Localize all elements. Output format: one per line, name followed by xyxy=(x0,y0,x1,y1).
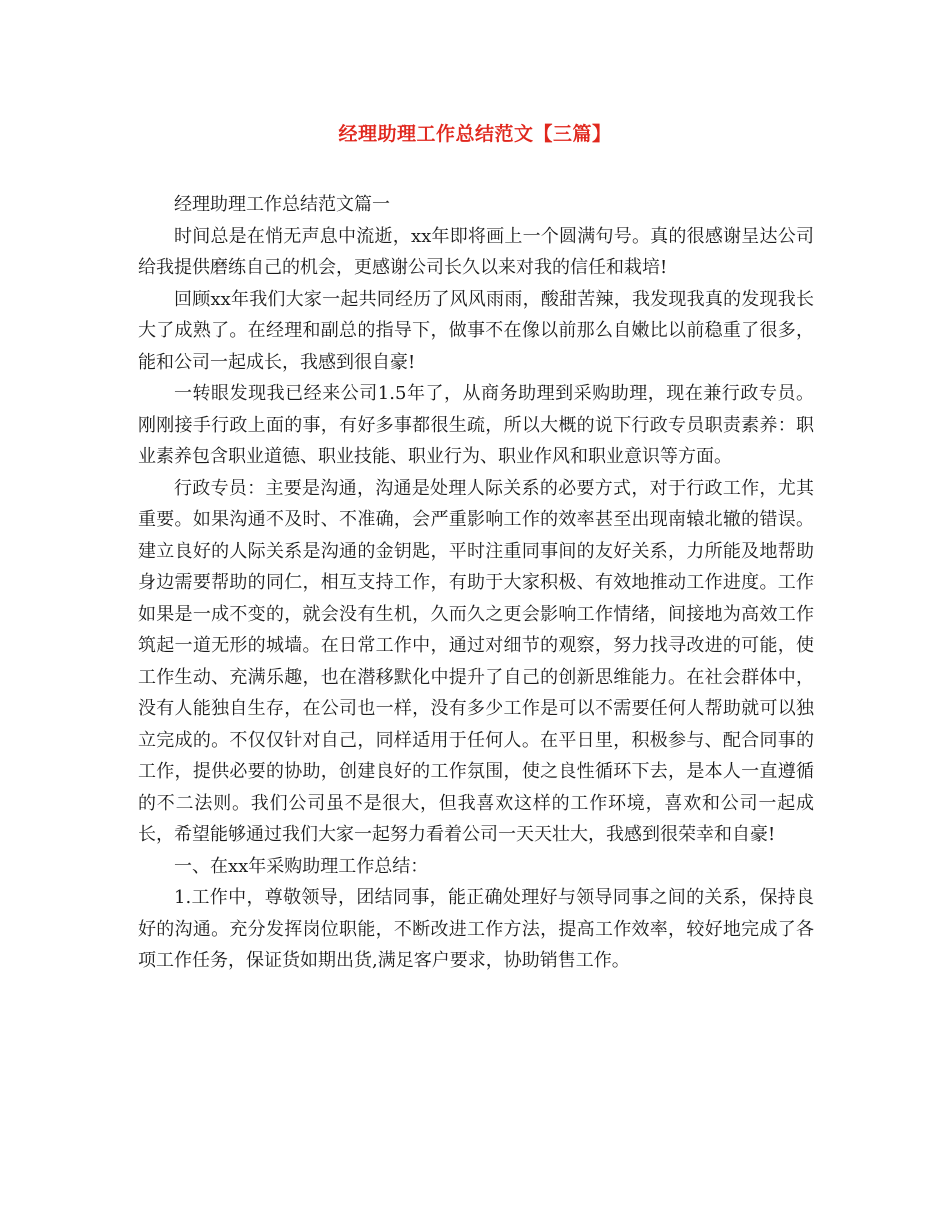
paragraph: 回顾xx年我们大家一起共同经历了风风雨雨，酸甜苦辣，我发现我真的发现我长大了成熟了。在经理和副总的指导下，做事不在像以前那么自嫩比以前稳重了很多，能和公司一起成长，我感到很自豪! xyxy=(138,288,814,373)
section-heading: 经理助理工作总结范文篇一 xyxy=(174,194,390,215)
paragraph: 一转眼发现我已经来公司1.5年了，从商务助理到采购助理，现在兼行政专员。刚刚接手行政上面的事，有好多事都很生疏，所以大概的说下行政专员职责素养：职业素养包含职业道德、职业技能、职业行为、职业作风和职业意识等方面。 xyxy=(138,383,814,467)
document-title: 经理助理工作总结范文【三篇】 xyxy=(338,123,612,145)
document-body xyxy=(138,189,814,977)
paragraph: 1.工作中，尊敬领导，团结同事，能正确处理好与领导同事之间的关系，保持良好的沟通。充分发挥岗位职能，不断改进工作方法，提高工作效率，较好地完成了各项工作任务，保证货如期出货,满足客户要求，协助销售工作。 xyxy=(138,887,814,971)
paragraph: 时间总是在悄无声息中流逝，xx年即将画上一个圆满句号。真的很感谢呈达公司给我提供磨练自己的机会，更感谢公司长久以来对我的信任和栽培! xyxy=(138,225,814,278)
paragraph: 行政专员：主要是沟通，沟通是处理人际关系的必要方式，对于行政工作，尤其重要。如果沟通不及时、不准确，会严重影响工作的效率甚至出现南辕北辙的错误。建立良好的人际关系是沟通的金钥匙，平时注重同事间的友好关系，力所能及地帮助身边需要帮助的同仁，相互支持工作，有助于大家积极、有效地推动工作进度。工作如果是一成不变的，就会没有生机，久而久之更会影响工作情绪，间接地为高效工作筑起一道无形的城墙。在日常工作中，通过对细节的观察，努力找寻改进的可能，使工作生动、充满乐趣，也在潜移默化中提升了自己的创新思维能力。在社会群体中，没有人能独自生存，在公司也一样，没有多少工作是可以不需要任何人帮助就可以独立完成的。不仅仅针对自己，同样适用于任何人。在平日里，积极参与、配合同事的工作，提供必要的协助，创建良好的工作氛围，使之良性循环下去，是本人一直遵循的不二法则。我们公司虽不是很大，但我喜欢这样的工作环境，喜欢和公司一起成长，希望能够通过我们大家一起努力看着公司一天天壮大，我感到很荣幸和自豪! xyxy=(138,477,814,845)
subsection-heading: 一、在xx年采购助理工作总结： xyxy=(174,855,429,877)
